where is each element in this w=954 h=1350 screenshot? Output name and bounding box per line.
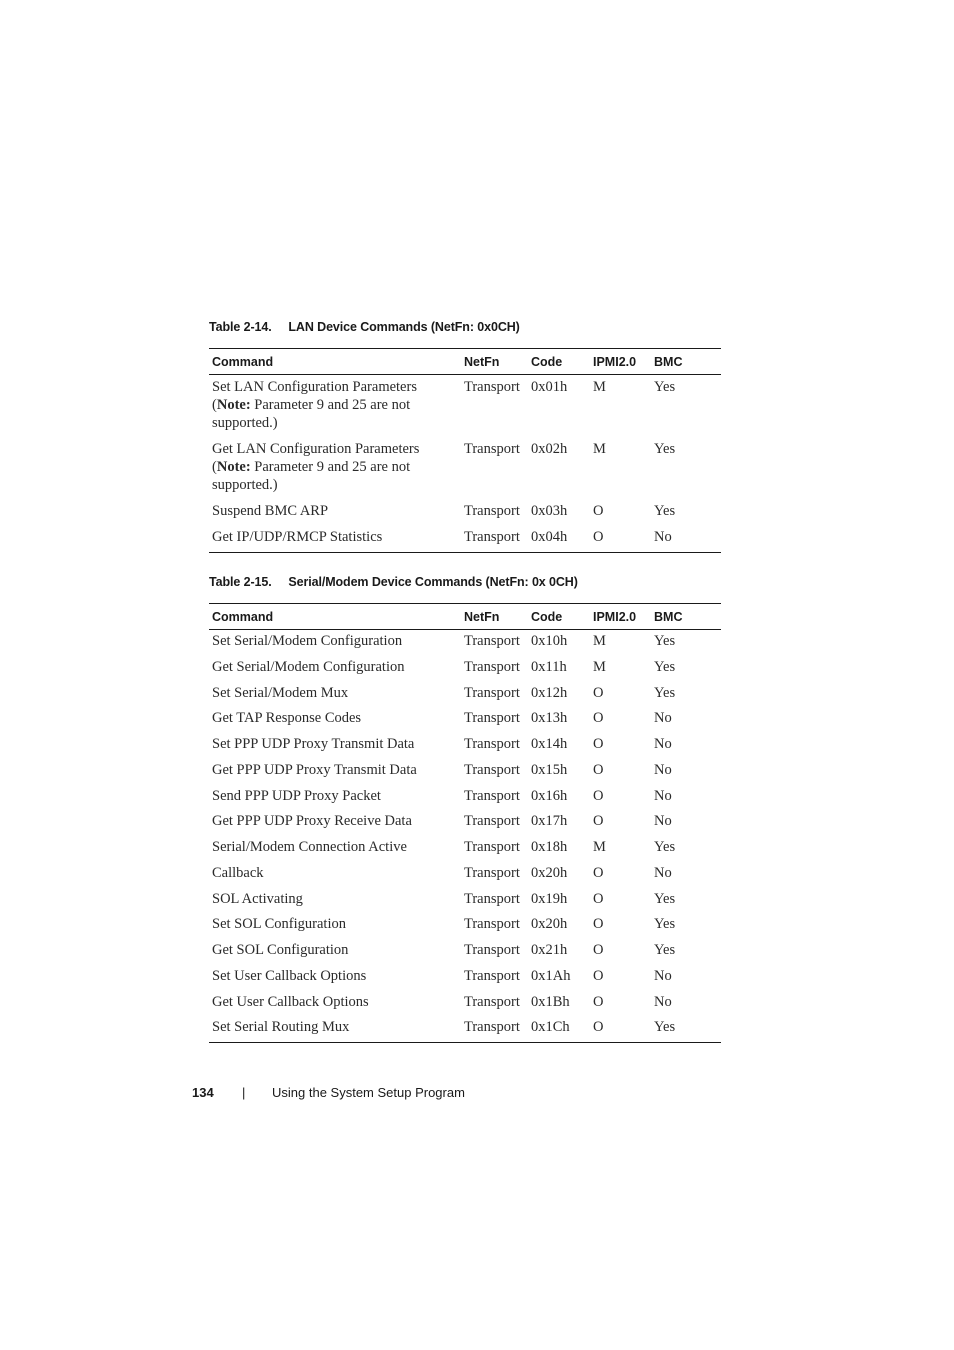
netfn-cell: Transport xyxy=(461,1016,528,1042)
ipmi-cell: O xyxy=(590,526,651,553)
code-cell: 0x10h xyxy=(531,633,568,649)
column-header-command: Command xyxy=(209,604,461,630)
command-cell xyxy=(209,438,461,500)
code-cell: 0x03h xyxy=(531,503,568,519)
netfn-cell: Transport xyxy=(464,942,520,958)
footer-separator: | xyxy=(242,1085,246,1100)
table-row xyxy=(209,1016,721,1042)
command-cell: Get User Callback Options xyxy=(212,993,369,1010)
table-row xyxy=(209,939,721,965)
command-cell: Set PPP UDP Proxy Transmit Data xyxy=(212,736,415,752)
netfn-cell: Transport xyxy=(464,787,520,804)
netfn-cell: Transport xyxy=(464,864,520,881)
command-cell: Set Serial/Modem Configuration xyxy=(212,633,403,649)
bmc-cell: No xyxy=(654,967,672,984)
table-row xyxy=(209,759,721,785)
netfn-cell: Transport xyxy=(464,441,520,457)
table-row xyxy=(209,500,721,526)
page-footer xyxy=(192,1085,465,1100)
table-row xyxy=(209,682,721,708)
command-cell: Suspend BMC ARP xyxy=(212,503,329,519)
bmc-cell: No xyxy=(654,710,672,727)
code-cell: 0x1Bh xyxy=(531,993,570,1010)
column-header-code: Code xyxy=(528,349,590,375)
netfn-cell: Transport xyxy=(464,813,520,830)
command-cell: Send PPP UDP Proxy Packet xyxy=(212,787,381,804)
table-row xyxy=(209,438,721,500)
table-row xyxy=(209,526,721,553)
command-cell: SOL Activating xyxy=(212,890,303,907)
code-cell: 0x16h xyxy=(531,787,568,804)
ipmi-cell: O xyxy=(593,813,604,830)
bmc-cell: No xyxy=(654,761,672,778)
table-row xyxy=(209,707,721,733)
command-cell: Get IP/UDP/RMCP Statistics xyxy=(209,526,461,553)
netfn-cell: Transport xyxy=(464,761,520,778)
table-caption xyxy=(209,320,520,334)
command-cell: Get PPP UDP Proxy Transmit Data xyxy=(212,761,417,778)
code-cell: 0x1Ch xyxy=(528,1016,590,1042)
command-cell: Callback xyxy=(212,864,264,881)
column-header-bmc: BMC xyxy=(651,604,721,630)
caption-label: Table 2-15. xyxy=(209,575,272,589)
bmc-cell: No xyxy=(651,526,721,553)
netfn-cell: Transport xyxy=(464,736,520,752)
ipmi-cell: O xyxy=(593,503,604,519)
ipmi-cell: O xyxy=(590,1016,651,1042)
ipmi-cell: O xyxy=(593,710,604,727)
code-cell: 0x04h xyxy=(528,526,590,553)
ipmi-cell: M xyxy=(593,658,606,675)
code-cell: 0x18h xyxy=(531,839,568,855)
bmc-cell: Yes xyxy=(651,1016,721,1042)
bmc-cell: Yes xyxy=(654,839,676,855)
netfn-cell: Transport xyxy=(464,658,520,675)
code-cell: 0x02h xyxy=(531,441,568,457)
caption-label: Table 2-14. xyxy=(209,320,272,334)
column-header-ipmi: IPMI2.0 xyxy=(590,604,651,630)
netfn-cell: Transport xyxy=(464,710,520,727)
netfn-cell: Transport xyxy=(464,890,520,907)
code-cell: 0x13h xyxy=(531,710,568,727)
code-cell: 0x11h xyxy=(531,658,567,675)
header-row xyxy=(209,604,721,630)
command-cell: Get Serial/Modem Configuration xyxy=(212,658,405,675)
table-row xyxy=(209,630,721,656)
code-cell: 0x01h xyxy=(531,379,568,395)
bmc-cell: Yes xyxy=(654,890,676,907)
ipmi-cell: O xyxy=(593,916,604,933)
command-cell xyxy=(209,375,461,439)
command-text: Set LAN Configuration Parameters xyxy=(212,379,417,395)
command-text: Get LAN Configuration Parameters xyxy=(212,441,420,457)
caption-title: Serial/Modem Device Commands (NetFn: 0x 0CH) xyxy=(288,575,578,589)
bmc-cell: No xyxy=(654,787,672,804)
table-row xyxy=(209,375,721,439)
ipmi-cell: O xyxy=(593,761,604,778)
code-cell: 0x15h xyxy=(531,761,568,778)
note-open: ( xyxy=(212,459,217,475)
code-cell: 0x17h xyxy=(531,813,568,830)
note-text: Parameter 9 and 25 are not supported.) xyxy=(212,397,411,431)
ipmi-cell: O xyxy=(593,967,604,984)
code-cell: 0x21h xyxy=(531,942,568,958)
note-text: Parameter 9 and 25 are not supported.) xyxy=(212,459,411,493)
ipmi-cell: O xyxy=(593,864,604,881)
command-cell: Serial/Modem Connection Active xyxy=(212,839,407,855)
code-cell: 0x14h xyxy=(531,736,568,752)
table-caption xyxy=(209,575,578,589)
bmc-cell: Yes xyxy=(654,503,676,519)
netfn-cell: Transport xyxy=(464,839,520,855)
command-cell: Set Serial/Modem Mux xyxy=(212,684,349,701)
netfn-cell: Transport xyxy=(464,967,520,984)
bmc-cell: No xyxy=(654,736,672,752)
netfn-cell: Transport xyxy=(464,633,520,649)
table-row xyxy=(209,965,721,991)
netfn-cell: Transport xyxy=(464,916,520,933)
code-cell: 0x12h xyxy=(531,684,568,701)
command-cell: Get SOL Configuration xyxy=(212,942,349,958)
table-row xyxy=(209,888,721,914)
bmc-cell: No xyxy=(654,813,672,830)
column-header-command: Command xyxy=(209,349,461,375)
note-label: Note: xyxy=(216,459,251,475)
command-cell: Get TAP Response Codes xyxy=(212,710,362,727)
table-row xyxy=(209,810,721,836)
table-row xyxy=(209,991,721,1017)
ipmi-cell: O xyxy=(593,890,604,907)
table-row xyxy=(209,785,721,811)
bmc-cell: No xyxy=(654,993,672,1010)
bmc-cell: Yes xyxy=(654,684,676,701)
bmc-cell: Yes xyxy=(654,633,676,649)
serial-modem-device-commands-table xyxy=(209,603,721,1043)
code-cell: 0x20h xyxy=(531,864,568,881)
command-cell: Set User Callback Options xyxy=(212,967,367,984)
note-label: Note: xyxy=(216,397,251,413)
netfn-cell: Transport xyxy=(461,526,528,553)
code-cell: 0x1Ah xyxy=(531,967,571,984)
bmc-cell: Yes xyxy=(654,942,676,958)
ipmi-cell: O xyxy=(593,942,604,958)
code-cell: 0x20h xyxy=(531,916,568,933)
table-row xyxy=(209,656,721,682)
bmc-cell: Yes xyxy=(654,379,676,395)
lan-device-commands-table xyxy=(209,348,721,553)
bmc-cell: No xyxy=(654,864,672,881)
table-row xyxy=(209,913,721,939)
netfn-cell: Transport xyxy=(464,684,520,701)
caption-title: LAN Device Commands (NetFn: 0x0CH) xyxy=(288,320,520,334)
code-cell: 0x19h xyxy=(531,890,568,907)
command-cell: Get PPP UDP Proxy Receive Data xyxy=(212,813,412,830)
column-header-bmc: BMC xyxy=(651,349,721,375)
netfn-cell: Transport xyxy=(464,503,520,519)
bmc-cell: Yes xyxy=(654,658,676,675)
command-cell: Set SOL Configuration xyxy=(212,916,346,933)
netfn-cell: Transport xyxy=(464,993,520,1010)
bmc-cell: Yes xyxy=(654,916,676,933)
command-cell: Set Serial Routing Mux xyxy=(209,1016,461,1042)
bmc-cell: Yes xyxy=(654,441,676,457)
ipmi-cell: M xyxy=(593,441,606,457)
column-header-code: Code xyxy=(528,604,590,630)
note-open: ( xyxy=(212,397,217,413)
ipmi-cell: O xyxy=(593,736,604,752)
footer-section-title: Using the System Setup Program xyxy=(272,1085,465,1100)
table-row xyxy=(209,836,721,862)
ipmi-cell: M xyxy=(593,379,606,395)
ipmi-cell: M xyxy=(593,633,606,649)
column-header-ipmi: IPMI2.0 xyxy=(590,349,651,375)
ipmi-cell: O xyxy=(593,993,604,1010)
ipmi-cell: M xyxy=(593,839,606,855)
column-header-netfn: NetFn xyxy=(461,349,528,375)
table-row xyxy=(209,733,721,759)
page-number: 134 xyxy=(192,1085,214,1100)
column-header-netfn: NetFn xyxy=(461,604,528,630)
netfn-cell: Transport xyxy=(464,379,520,395)
ipmi-cell: O xyxy=(593,787,604,804)
ipmi-cell: O xyxy=(593,684,604,701)
header-row xyxy=(209,349,721,375)
table-row xyxy=(209,862,721,888)
